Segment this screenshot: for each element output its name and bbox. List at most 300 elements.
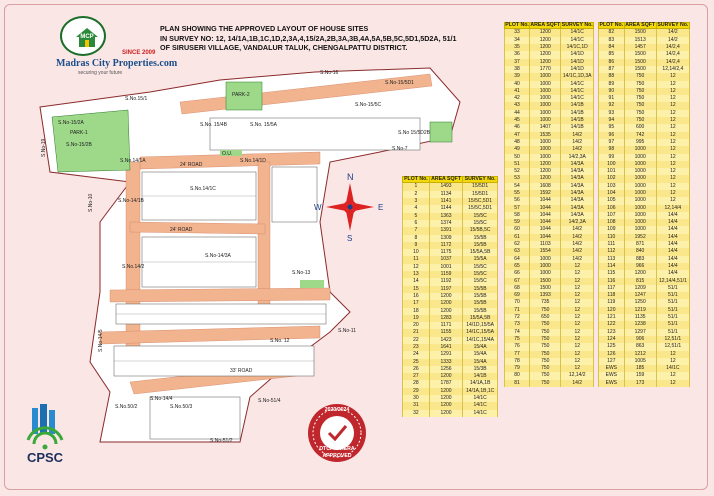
survey-number-cell: 14/3A <box>561 205 594 212</box>
area-sqft-cell: 1457 <box>624 44 656 51</box>
plot-number-cell: 43 <box>505 102 530 109</box>
table-row <box>505 197 594 204</box>
area-sqft-cell: 750 <box>530 372 561 379</box>
label-s14-1a: S.No.14/1A <box>120 158 146 164</box>
plot-number-cell: 2 <box>403 191 430 198</box>
label-s15-5d1: S.No-15/5D1 <box>385 80 414 86</box>
plot-number-cell: 95 <box>599 124 625 131</box>
table-row <box>599 29 690 37</box>
label-s15-1: S.No.15/1 <box>125 96 148 102</box>
area-sqft-cell: 1592 <box>530 190 561 197</box>
table2-header-plot: PLOT No. <box>505 22 529 28</box>
compass-e: E <box>378 203 384 212</box>
area-sqft-cell: 1103 <box>530 241 561 248</box>
table-row <box>599 285 690 292</box>
plot-number-cell: 29 <box>403 388 430 395</box>
plot-number-cell: 52 <box>505 168 530 175</box>
area-sqft-cell: 650 <box>530 314 561 321</box>
plot-number-cell: 126 <box>599 351 625 358</box>
plot-number-cell: 104 <box>599 190 625 197</box>
plot-number-cell: 20 <box>403 322 430 329</box>
survey-number-cell: 12,51/1 <box>656 336 689 343</box>
label-s14-2: S.No.14/2 <box>122 264 145 270</box>
survey-number-cell: 14/1C,15/4A <box>463 337 498 344</box>
plot-number-cell: 21 <box>403 329 430 336</box>
survey-number-cell: 51/1 <box>656 307 689 314</box>
plot-number-cell: 112 <box>599 248 625 255</box>
area-sqft-cell: 1212 <box>624 351 656 358</box>
table-row <box>505 278 594 285</box>
plot-number-cell: 80 <box>505 372 530 379</box>
area-sqft-cell: 1172 <box>429 242 462 249</box>
cpsc-text: CPSC <box>26 450 64 465</box>
table-row <box>505 102 594 109</box>
plot-number-cell: 22 <box>403 337 430 344</box>
label-park-1: PARK-1 <box>70 130 88 136</box>
table-row <box>505 285 594 292</box>
survey-number-cell: 15/5C <box>463 271 498 278</box>
table-row <box>505 314 594 321</box>
plot-number-cell: 50 <box>505 154 530 161</box>
area-sqft-cell: 750 <box>530 380 561 387</box>
area-sqft-cell: 1000 <box>624 168 656 175</box>
table-row <box>403 395 498 402</box>
plot-number-cell: 79 <box>505 365 530 372</box>
table-row <box>599 226 690 233</box>
area-sqft-cell: 750 <box>530 365 561 372</box>
survey-number-cell: 14/1C <box>463 410 498 417</box>
table-row <box>403 359 498 366</box>
area-sqft-cell: 750 <box>624 73 656 80</box>
area-sqft-cell: 906 <box>624 336 656 343</box>
area-sqft-cell: 1000 <box>624 175 656 182</box>
area-sqft-cell: 1200 <box>429 373 462 380</box>
area-sqft-cell: 1000 <box>624 197 656 204</box>
area-sqft-cell: 750 <box>624 88 656 95</box>
table-row <box>599 197 690 204</box>
survey-number-cell: 15/5A,5B <box>463 249 498 256</box>
table-row <box>599 336 690 343</box>
table-row <box>599 248 690 255</box>
table-row <box>599 299 690 306</box>
plot-number-cell: 51 <box>505 161 530 168</box>
title-line-3: OF SIRUSERI VILLAGE, VANDALUR TALUK, CHENGALPATTU DISTRICT. <box>160 43 408 53</box>
table-row <box>403 329 498 336</box>
plot-number-cell: 30 <box>403 395 430 402</box>
plot-number-cell: 120 <box>599 307 625 314</box>
label-s12: S.No. 12 <box>270 338 290 344</box>
label-s15-5a: S.No. 15/5A <box>250 122 277 128</box>
area-sqft-cell: 750 <box>624 102 656 109</box>
survey-number-cell: 15/5C <box>463 278 498 285</box>
plot-number-cell: 60 <box>505 226 530 233</box>
plot-table-2 <box>504 22 594 387</box>
area-sqft-cell: 1200 <box>530 59 561 66</box>
label-s51-2: S.No-51/2 <box>210 438 233 444</box>
survey-number-cell: 12 <box>561 321 594 328</box>
area-sqft-cell: 1000 <box>624 154 656 161</box>
table-row <box>505 226 594 233</box>
table-row <box>403 286 498 293</box>
table-row <box>599 132 690 139</box>
survey-number-cell: 14/2,4 <box>656 44 689 51</box>
table-row <box>403 213 498 220</box>
area-sqft-cell: 1171 <box>429 322 462 329</box>
survey-number-cell: 14/1B <box>561 102 594 109</box>
area-sqft-cell: 1500 <box>530 285 561 292</box>
table-row <box>599 234 690 241</box>
survey-number-cell: 12 <box>656 132 689 139</box>
survey-number-cell: 12 <box>656 154 689 161</box>
survey-number-cell: 15/5C <box>463 213 498 220</box>
area-sqft-cell: 1200 <box>624 270 656 277</box>
table-row <box>403 191 498 198</box>
area-sqft-cell: 871 <box>624 241 656 248</box>
plot-number-cell: 76 <box>505 343 530 350</box>
survey-number-cell: 14/1B <box>561 110 594 117</box>
survey-number-cell: 14/2 <box>561 380 594 387</box>
plot-number-cell: 48 <box>505 139 530 146</box>
survey-number-cell: 12 <box>656 117 689 124</box>
table-row <box>505 168 594 175</box>
plot-number-cell: 122 <box>599 321 625 328</box>
survey-number-cell: 51/1 <box>656 314 689 321</box>
survey-number-cell: 12 <box>656 372 689 379</box>
plot-number-cell: 14 <box>403 278 430 285</box>
plot-number-cell: 15 <box>403 286 430 293</box>
table-row <box>505 154 594 161</box>
survey-number-cell: 12 <box>561 270 594 277</box>
survey-number-cell: 12 <box>561 365 594 372</box>
survey-number-cell: 14/2,3A <box>561 154 594 161</box>
table1-header-area: AREA SQFT <box>431 176 461 182</box>
survey-number-cell: 14/1C,1D <box>561 44 594 51</box>
label-s14-1b: S.No-14/1B <box>118 198 144 204</box>
area-sqft-cell: 1608 <box>530 183 561 190</box>
table-row <box>403 256 498 263</box>
area-sqft-cell: 1200 <box>530 44 561 51</box>
survey-number-cell: 12 <box>656 110 689 117</box>
survey-number-cell: 14/4 <box>656 241 689 248</box>
area-sqft-cell: 1155 <box>429 329 462 336</box>
table-row <box>403 235 498 242</box>
label-s50-3: S.No.50/3 <box>170 404 193 410</box>
table-row <box>505 358 594 365</box>
plot-number-cell: 49 <box>505 146 530 153</box>
survey-number-cell: 14/2 <box>561 234 594 241</box>
area-sqft-cell: 1000 <box>530 110 561 117</box>
plot-number-cell: 34 <box>505 37 530 44</box>
area-sqft-cell: 1134 <box>429 191 462 198</box>
table-row <box>599 51 690 58</box>
label-s50-2: S.No.50/2 <box>115 404 138 410</box>
survey-number-cell: 12 <box>656 197 689 204</box>
table-row <box>599 168 690 175</box>
plot-number-cell: 36 <box>505 51 530 58</box>
plot-number-cell: 116 <box>599 278 625 285</box>
survey-number-cell: 15/5B <box>463 293 498 300</box>
area-sqft-cell: 1423 <box>429 337 462 344</box>
plot-number-cell: 44 <box>505 110 530 117</box>
survey-number-cell: 15/5B,5C <box>463 227 498 234</box>
survey-number-cell: 14/3A <box>561 161 594 168</box>
table-row <box>505 380 594 387</box>
area-sqft-cell: 1000 <box>624 146 656 153</box>
survey-number-cell: 14/4 <box>656 256 689 263</box>
plot-number-cell: 89 <box>599 81 625 88</box>
table-row <box>599 329 690 336</box>
table-row <box>505 81 594 88</box>
plot-number-cell: 110 <box>599 234 625 241</box>
plot-number-cell: 124 <box>599 336 625 343</box>
plan-title <box>160 24 500 53</box>
area-sqft-cell: 1044 <box>530 219 561 226</box>
plot-number-cell: 16 <box>403 293 430 300</box>
plot-number-cell: 38 <box>505 66 530 73</box>
label-s10: S.No-10 <box>88 193 94 212</box>
survey-number-cell: 12,14/4,51/1 <box>656 278 689 285</box>
survey-number-cell: 15/5A <box>463 256 498 263</box>
table-row <box>505 321 594 328</box>
table-row <box>505 95 594 102</box>
plot-number-cell: 24 <box>403 351 430 358</box>
area-sqft-cell: 815 <box>624 278 656 285</box>
table-row <box>599 314 690 321</box>
area-sqft-cell: 1200 <box>530 175 561 182</box>
area-sqft-cell: 735 <box>530 299 561 306</box>
table-row <box>599 351 690 358</box>
plot-number-cell: 78 <box>505 358 530 365</box>
plot-number-cell: 25 <box>403 359 430 366</box>
park-3 <box>430 122 452 142</box>
plot-number-cell: 84 <box>599 44 625 51</box>
table-row <box>505 124 594 131</box>
survey-number-cell: 12 <box>656 168 689 175</box>
table-row <box>505 88 594 95</box>
survey-number-cell: 15/3B <box>463 366 498 373</box>
table-row <box>505 248 594 255</box>
survey-number-cell: 14/1B <box>463 373 498 380</box>
area-sqft-cell: 750 <box>530 321 561 328</box>
survey-number-cell: 12 <box>561 329 594 336</box>
plot-number-cell: 68 <box>505 285 530 292</box>
area-sqft-cell: 1554 <box>530 248 561 255</box>
table-row <box>403 402 498 409</box>
survey-number-cell: 15/5B <box>463 235 498 242</box>
survey-number-cell: 51/1 <box>656 285 689 292</box>
brand-tagline: securing your future <box>78 70 123 76</box>
survey-number-cell: 12 <box>656 380 689 387</box>
area-sqft-cell: 1283 <box>429 315 462 322</box>
plot-number-cell: 100 <box>599 161 625 168</box>
label-road-33: 33' ROAD <box>230 368 253 374</box>
table-row <box>599 372 690 379</box>
plot-number-cell: 4 <box>403 205 430 212</box>
table-row <box>599 263 690 270</box>
survey-number-cell: 12 <box>656 139 689 146</box>
area-sqft-cell: 1641 <box>429 344 462 351</box>
table3-header-survey: SURVEY No. <box>657 22 689 28</box>
plot-number-cell: 58 <box>505 212 530 219</box>
survey-number-cell: 14/4 <box>656 234 689 241</box>
table-row <box>505 146 594 153</box>
survey-number-cell: 14/1C <box>561 29 594 37</box>
area-sqft-cell: 995 <box>624 139 656 146</box>
table-row <box>505 292 594 299</box>
plot-number-cell: 86 <box>599 59 625 66</box>
plot-number-cell: 105 <box>599 197 625 204</box>
plot-number-cell: 45 <box>505 117 530 124</box>
table-row <box>505 241 594 248</box>
area-sqft-cell: 1493 <box>429 183 462 191</box>
table-row <box>599 343 690 350</box>
label-s14-1c: S.No.14/1C <box>190 186 216 192</box>
table-row <box>599 117 690 124</box>
plot-number-cell: 97 <box>599 139 625 146</box>
plot-block-6 <box>150 397 240 439</box>
plot-number-cell: 17 <box>403 300 430 307</box>
plot-number-cell: 94 <box>599 117 625 124</box>
survey-number-cell: 14/1B <box>561 124 594 131</box>
table-row <box>599 175 690 182</box>
area-sqft-cell: 1000 <box>530 117 561 124</box>
area-sqft-cell: 1000 <box>530 263 561 270</box>
area-sqft-cell: 966 <box>624 263 656 270</box>
logo-since: SINCE 2009 <box>122 50 156 56</box>
plot-number-cell: 85 <box>599 51 625 58</box>
area-sqft-cell: 1200 <box>429 300 462 307</box>
survey-number-cell: 14/2 <box>561 248 594 255</box>
survey-number-cell: 14/1D <box>561 51 594 58</box>
survey-number-cell: 12 <box>656 88 689 95</box>
survey-number-cell: 12 <box>561 263 594 270</box>
plot-number-cell: 81 <box>505 380 530 387</box>
table-row <box>403 308 498 315</box>
cpsc-logo <box>18 404 72 476</box>
plot-number-cell: 75 <box>505 336 530 343</box>
table-row <box>599 44 690 51</box>
table-row <box>505 336 594 343</box>
area-sqft-cell: 1333 <box>429 359 462 366</box>
table-row <box>505 343 594 350</box>
plot-number-cell: 103 <box>599 183 625 190</box>
table-row <box>505 263 594 270</box>
table-row <box>505 234 594 241</box>
plot-number-cell: 62 <box>505 241 530 248</box>
plot-number-cell: 37 <box>505 59 530 66</box>
survey-number-cell: 12 <box>656 95 689 102</box>
plot-number-cell: 108 <box>599 219 625 226</box>
survey-number-cell: 15/5C,5D1 <box>463 198 498 205</box>
table-row <box>599 110 690 117</box>
survey-number-cell: 15/5B <box>463 286 498 293</box>
area-sqft-cell: 1250 <box>624 299 656 306</box>
survey-number-cell: 12 <box>656 351 689 358</box>
plot-number-cell: 57 <box>505 205 530 212</box>
plot-table-1 <box>402 176 498 417</box>
plot-number-cell: 82 <box>599 29 625 37</box>
plot-number-cell: 125 <box>599 343 625 350</box>
plot-number-cell: 41 <box>505 88 530 95</box>
table-row <box>403 249 498 256</box>
area-sqft-cell: 1393 <box>530 292 561 299</box>
table-row <box>403 410 498 417</box>
area-sqft-cell: 173 <box>624 380 656 387</box>
survey-number-cell: 14/1C <box>656 365 689 372</box>
table-row <box>599 66 690 73</box>
label-s7: S.No-7 <box>392 146 408 152</box>
plot-number-cell: 28 <box>403 380 430 387</box>
survey-number-cell: 12,14/4 <box>656 205 689 212</box>
survey-number-cell: 14/2 <box>656 29 689 37</box>
area-sqft-cell: 1256 <box>429 366 462 373</box>
area-sqft-cell: 1135 <box>624 314 656 321</box>
area-sqft-cell: 1000 <box>530 256 561 263</box>
table-row <box>505 44 594 51</box>
plot-number-cell: 26 <box>403 366 430 373</box>
plot-number-cell: 18 <box>403 308 430 315</box>
road-middle <box>130 222 265 234</box>
table-row <box>599 102 690 109</box>
area-sqft-cell: 1247 <box>624 292 656 299</box>
table3-header-plot: PLOT No. <box>599 22 624 28</box>
survey-number-cell: 15/5C,5D1 <box>463 205 498 212</box>
area-sqft-cell: 1000 <box>624 226 656 233</box>
table-row <box>505 329 594 336</box>
survey-number-cell: 14/2 <box>561 132 594 139</box>
survey-number-cell: 15/5B <box>463 308 498 315</box>
table-row <box>505 73 594 80</box>
plot-number-cell: 63 <box>505 248 530 255</box>
survey-number-cell: 14/2 <box>561 139 594 146</box>
area-sqft-cell: 750 <box>624 81 656 88</box>
plot-number-cell: 88 <box>599 73 625 80</box>
table-row <box>505 270 594 277</box>
stamp-authority: DTCP & RERA <box>319 446 355 452</box>
plot-number-cell: 111 <box>599 241 625 248</box>
plot-number-cell: 11 <box>403 256 430 263</box>
plot-number-cell: 71 <box>505 307 530 314</box>
area-sqft-cell: 750 <box>530 307 561 314</box>
table-row <box>403 351 498 358</box>
compass-w: W <box>314 203 322 212</box>
plot-number-cell: 109 <box>599 226 625 233</box>
area-sqft-cell: 1535 <box>530 132 561 139</box>
plot-number-cell: 123 <box>599 329 625 336</box>
plot-number-cell: 118 <box>599 292 625 299</box>
survey-number-cell: 14/1D <box>561 59 594 66</box>
survey-number-cell: 12 <box>561 278 594 285</box>
table-row <box>505 372 594 379</box>
label-park-2: PARK-2 <box>232 92 250 98</box>
survey-number-cell: 15/5A,5B <box>463 315 498 322</box>
area-sqft-cell: 1044 <box>530 234 561 241</box>
wifi-buildings-icon <box>18 404 72 450</box>
table-row <box>505 117 594 124</box>
plot-number-cell: 53 <box>505 175 530 182</box>
plot-number-cell: 64 <box>505 256 530 263</box>
table2-header-area: AREA SQFT <box>530 22 561 28</box>
area-sqft-cell: 1200 <box>530 51 561 58</box>
area-sqft-cell: 1291 <box>429 351 462 358</box>
area-sqft-cell: 1500 <box>624 29 656 37</box>
area-sqft-cell: 750 <box>530 336 561 343</box>
area-sqft-cell: 1513 <box>624 37 656 44</box>
survey-number-cell: 14/1C <box>561 37 594 44</box>
plot-block-7 <box>210 118 420 150</box>
plot-number-cell: 87 <box>599 66 625 73</box>
table-row <box>505 132 594 139</box>
